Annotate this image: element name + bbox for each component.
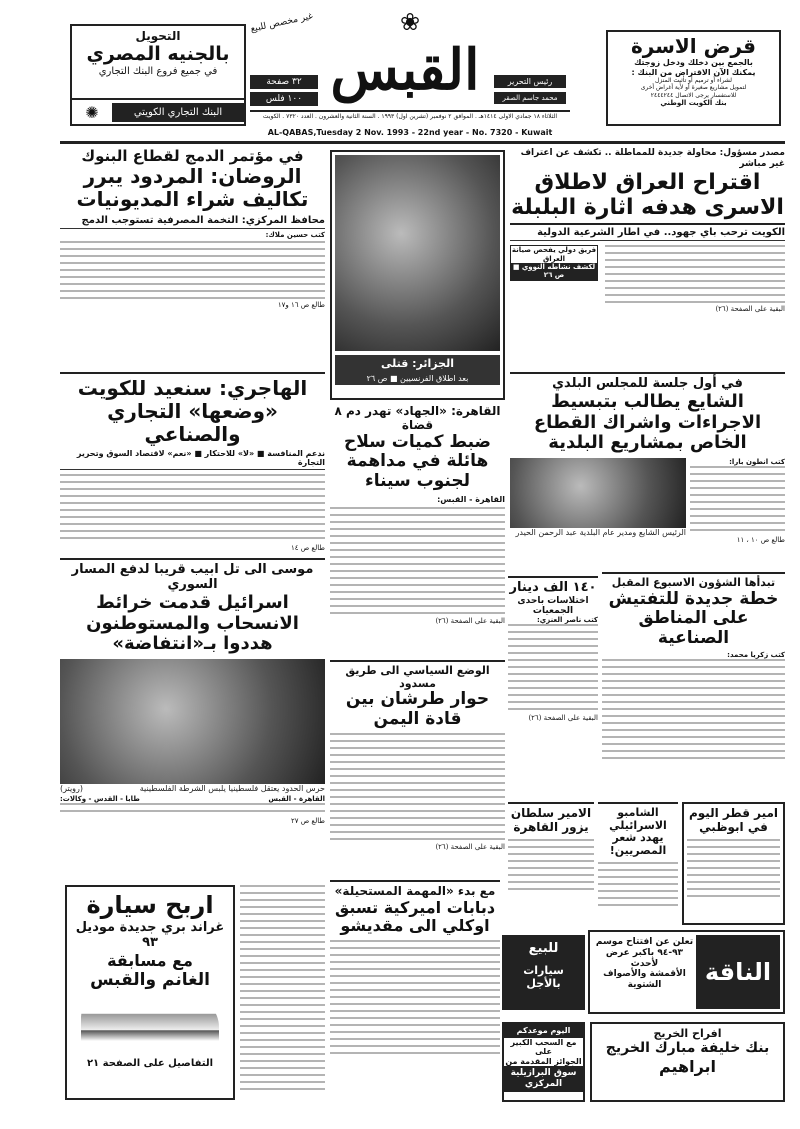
headline: ١٤٠ الف دينار [509, 580, 597, 595]
story-shampoo [598, 802, 678, 927]
photo-credit: (رويتر) [60, 783, 84, 793]
ad-line: الغانم والقبس [90, 970, 210, 991]
subheadline: محافظ المركزي: التخمة المصرفية تستوجب الدمج [60, 215, 325, 229]
ad-bullet: لتمويل مشاريع صغيرة أو لأية أغراض أخرى [640, 84, 747, 92]
subheadline: اختلاسات باحدى الجمعيات [517, 595, 589, 616]
subheadline: الكويت ترحب باي جهود.. في اطار الشرعية الدولية [510, 223, 785, 241]
headline: دبابات اميركية تسبق اوكلي الى مقديشو [334, 897, 496, 936]
byline: كتب ناصر العنزي: [537, 615, 598, 624]
masthead [250, 10, 570, 110]
story-qatar [682, 802, 785, 925]
continued-note: طالع ص ١٠ ، ١١ [736, 536, 785, 544]
kicker: في مؤتمر الدمج لقطاع البنوك [81, 147, 304, 165]
headline: امير قطر اليوم في ابوظبي [688, 806, 779, 834]
ad-sub: في جميع فروع البنك التجاري [98, 66, 218, 78]
ad-footer: التفاصيل على الصفحة ٢١ [86, 1057, 214, 1069]
ad-main: بالجنيه المصري [86, 43, 230, 66]
headline: الشايع يطالب بتبسيط الاجراءات واشراك القطاع الخاص بمشاريع البلدية [533, 390, 762, 454]
ad-title: اليوم موعدكم [504, 1024, 583, 1038]
ad-main: سيارات بالأجل [523, 964, 564, 990]
photo-council [510, 458, 686, 528]
photo-algeria [330, 150, 505, 400]
ad-bullet: لشراء أو ترميم أو تأثيث المنزل [655, 77, 732, 85]
headline: اقتراح العراق لاطلاق الاسرى هدفه اثارة البلبلة [511, 169, 784, 220]
headline: الروضان: المردود يبرر تكاليف شراء المديونيات [76, 164, 309, 212]
page-count: ٣٢ صفحة [250, 75, 318, 89]
byline: كتب زكريا محمد: [727, 651, 785, 660]
byline: كتب حسين ملاك: [265, 231, 325, 240]
newspaper-title: القبس [330, 37, 480, 103]
ad-bank: بنك الكويت الوطني [660, 98, 727, 107]
headline: الشامبو الاسرائيلي يهدد شعر المصريين! [609, 806, 667, 857]
story-yemen [330, 660, 505, 870]
box-subheadline: لكشف نشاطه النووي ■ ص ٢٦ [512, 262, 596, 280]
story-iraq [510, 148, 785, 366]
ad-line: ٩٣-٩٤ باكبر عرض لأحدث [605, 947, 684, 969]
date-line-english: AL-QABAS,Tuesday 2 Nov. 1993 - 22nd year - No. 7320 - Kuwait [267, 128, 553, 137]
ad-line: الجوائز المقدمة من [505, 1056, 582, 1066]
headline: اسرائيل قدمت خرائط الانسحاب والمستوطنون هددوا بـ«انتفاضة» [86, 591, 299, 655]
continued-note: البقية على الصفحة (٢٦) [435, 617, 505, 626]
headline: الامير سلطان يزور القاهرة [510, 806, 592, 834]
ad-egyptian-pound [70, 24, 246, 126]
emblem-icon: ❀ [400, 8, 421, 36]
price: ١٠٠ فلس [250, 92, 318, 106]
continued-note: طالع ص ٢٧ [290, 816, 325, 825]
ad-family-loan [606, 30, 781, 126]
ad-line: يمكنك الآن الاقتراض من البنك : [631, 67, 756, 77]
ad-bank: البنك التجاري الكويتي [112, 103, 244, 122]
ad-cars-sale [502, 935, 585, 1010]
kicker: تبدأها الشؤون الاسبوع المقبل [611, 576, 776, 589]
story-cairo [330, 405, 505, 655]
photo-caption: حرس الحدود يعتقل فلسطينيا يلبس الشرطة الفلسطينية [139, 783, 325, 793]
story-somalia [330, 880, 500, 1100]
story-inspection [602, 572, 785, 796]
photo-caption-sub: بعد اطلاق الفرنسيين ■ ص ٢٦ [335, 372, 500, 385]
story-hajri [60, 372, 325, 552]
box-headline: فريق دولي يفحص صيانة العراق [511, 246, 597, 263]
header-rule [60, 141, 785, 144]
photo-caption: الجزائر: قتلى [335, 355, 500, 372]
ad-line: غراند بري جديدة موديل ٩٣ [75, 919, 225, 951]
photo-arrest [60, 659, 325, 784]
ad-draw [502, 1022, 585, 1102]
continued-note: البقية على الصفحة (٢٦) [715, 305, 785, 314]
photo-child [335, 155, 500, 351]
continued-note: طالع ص ١٤ [290, 544, 325, 552]
headline: الهاجري: سنعيد للكويت «وضعها» التجاري والصناعي [77, 376, 308, 446]
ad-phone: للاستفسار يرجى الاتصال ٢٤٤٤٢٤٤ [650, 91, 737, 99]
not-for-sale: غير مخصص للبيع [249, 11, 314, 35]
continued-note: البقية على الصفحة (٢٦) [435, 843, 505, 852]
ad-top: التحويل [135, 29, 181, 43]
ad-line: سوق البرازيلية المركزي [504, 1066, 583, 1092]
ad-line: بنك خليفة مبارك الخريج [605, 1040, 770, 1057]
ad-title: قرض الاسرة [630, 34, 757, 58]
ad-win-car [65, 885, 235, 1100]
car-image [81, 997, 219, 1052]
dateline: القاهرة - القبس [268, 794, 325, 803]
photo-caption: الرئيس الشايع ومدير عام البلدية عبد الرحمن الحيدر [515, 528, 686, 537]
subheadline: ندعم المنافسة ■ «لا» للاحتكار ■ «نعم» لاقتصاد السوق وتحرير التجارة [60, 449, 325, 470]
ad-title: افراح الخريج [653, 1027, 722, 1040]
headline: خطة جديدة للتفتيش على المناطق الصناعية [608, 588, 779, 648]
kicker: الوضع السياسي الى طريق مسدود [345, 664, 490, 690]
ad-line: مع مسابقة [107, 950, 193, 970]
ad-line: مع السحب الكبير على [510, 1037, 577, 1057]
headline: حوار طرشان بين قادة اليمن [345, 689, 490, 729]
ad-naqa [588, 930, 785, 1014]
story-council [510, 372, 785, 568]
story-coops [508, 576, 598, 796]
byline: كتب انطون بارا: [729, 458, 785, 466]
ad-title: للبيع [528, 941, 559, 956]
headline: ضبط كميات سلاح هائلة في مداهمة لجنوب سيناء [344, 431, 491, 491]
story-sultan [508, 802, 594, 927]
kicker: مصدر مسؤول: محاولة جديدة للمماطلة .. تكشف عن اعتراف غير مباشر [520, 148, 785, 169]
dateline: القاهرة - القبس: [437, 495, 505, 505]
continued-note: البقية على الصفحة (٢٦) [528, 713, 598, 722]
ad-line: ابراهيم [658, 1056, 717, 1076]
kicker: القاهرة: «الجهاد» تهدر دم ٨ قضاة [334, 404, 501, 432]
kicker: في أول جلسة للمجلس البلدي [552, 376, 743, 391]
bank-logo-icon: ✺ [85, 102, 99, 122]
kicker: موسى الى تل ابيب قريبا لدفع المسار السوري [71, 562, 314, 592]
ad-wedding [590, 1022, 785, 1102]
story-israel [60, 558, 325, 878]
story-banks [60, 148, 325, 366]
ad-title: اربح سيارة [86, 891, 214, 919]
date-line-arabic: الثلاثاء ١٨ جمادي الاولى ١٤١٤هـ . الموافق ٢ نوفمبر (تشرين اول) ١٩٩٣ . السنة الثانية والعشرون . العدد ٧٣٢٠ . الكويت [250, 110, 570, 120]
ad-line: تعلن عن افتتاح موسم [595, 937, 694, 947]
editor-label: رئيس التحرير [494, 75, 566, 88]
continued-note: طالع ص ١٦ و١٧ [277, 301, 325, 310]
dateline: طابا - القدس - وكالات: [60, 794, 140, 803]
ad-line: بالجمع بين دخلك ودخل زوجتك [634, 58, 753, 67]
ad-line: الأقمشة والأصواف الشتوية [603, 969, 686, 991]
editor-name: محمد جاسم الصقر [494, 92, 566, 104]
kicker: مع بدء «المهمة المستحيلة» [334, 884, 496, 898]
ad-title: الناقة [696, 935, 780, 1009]
